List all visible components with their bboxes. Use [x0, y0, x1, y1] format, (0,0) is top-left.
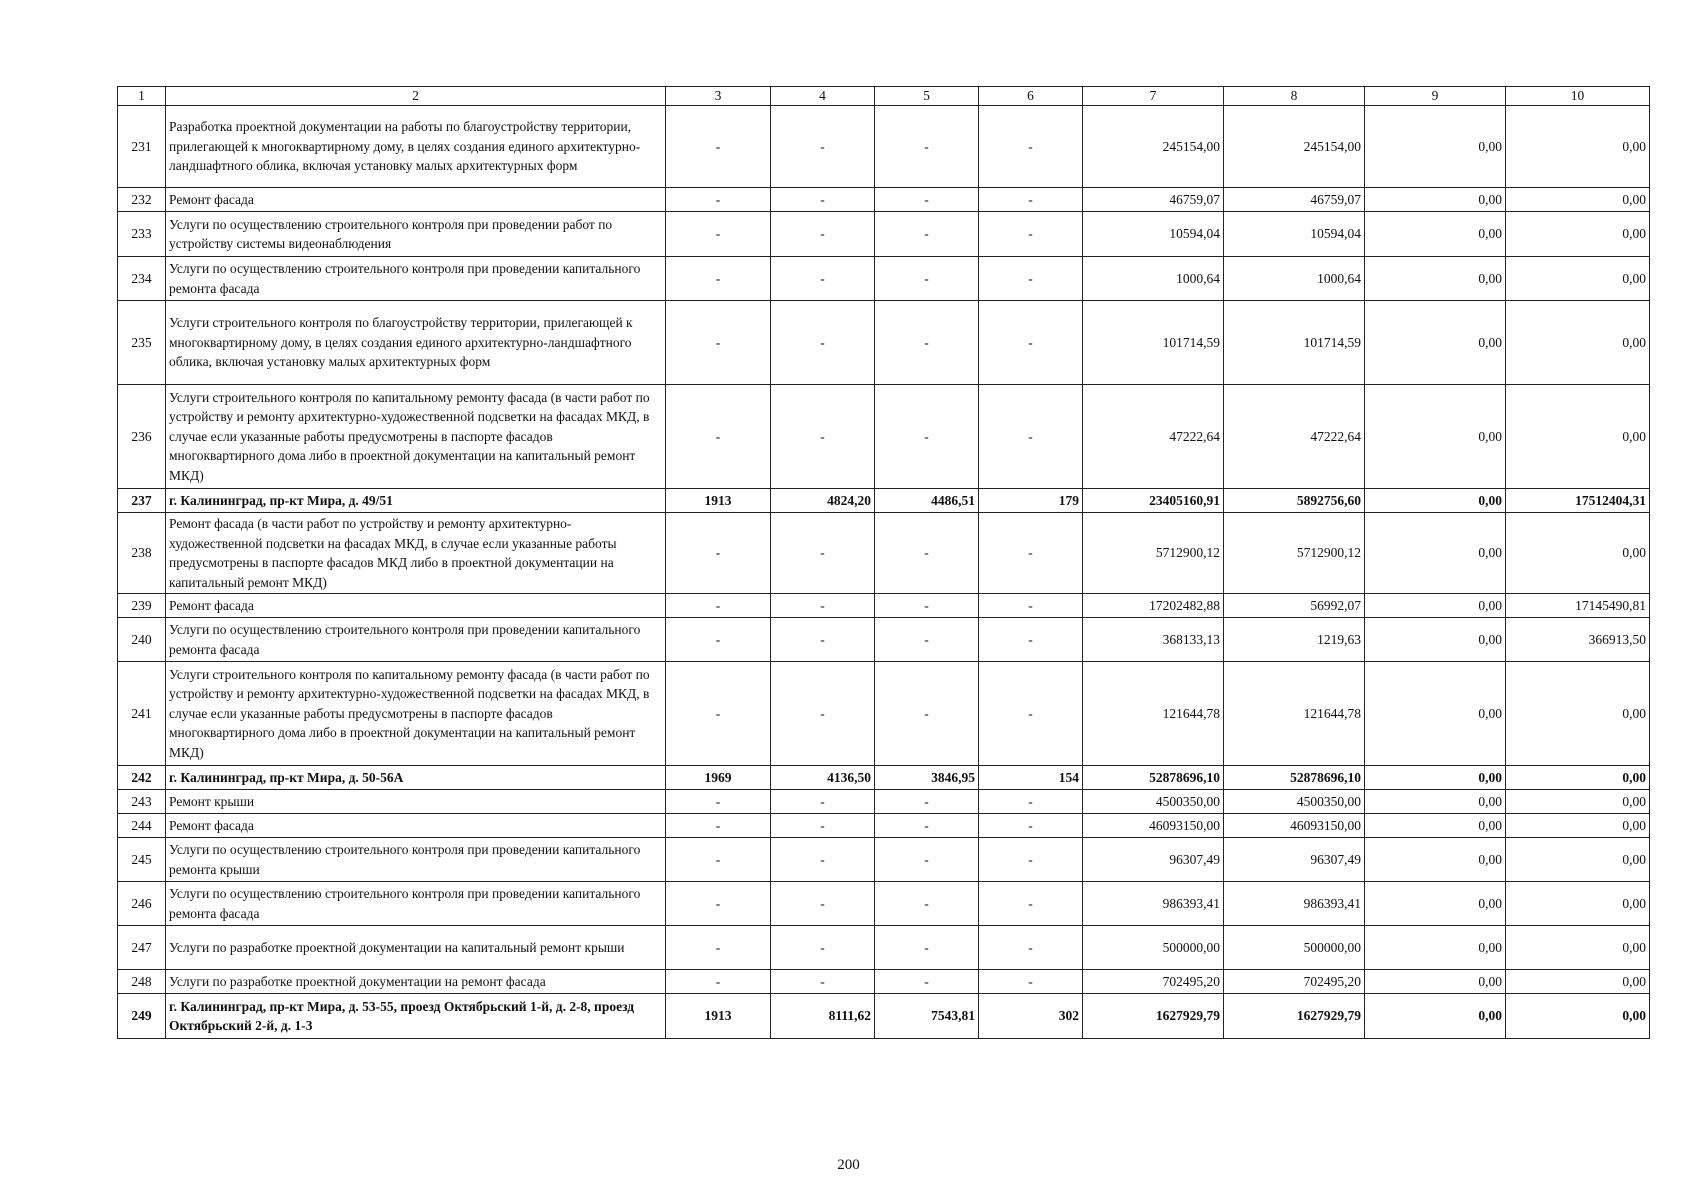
cell-residents: -	[979, 188, 1083, 212]
cell-cost-fund: 500000,00	[1224, 926, 1365, 970]
cell-cost-total: 17202482,88	[1083, 594, 1224, 618]
cell-area-total: -	[771, 814, 875, 838]
cell-cost-fund: 101714,59	[1224, 301, 1365, 385]
cell-year: -	[666, 838, 771, 882]
cell-area-total: -	[771, 790, 875, 814]
cell-cost-budget: 0,00	[1365, 662, 1506, 766]
cell-cost-total: 47222,64	[1083, 385, 1224, 489]
cell-cost-fund: 121644,78	[1224, 662, 1365, 766]
cell-year: -	[666, 188, 771, 212]
header-cell: 10	[1506, 87, 1650, 106]
cell-year: -	[666, 926, 771, 970]
table-row	[118, 814, 1650, 838]
cell-area-total: -	[771, 513, 875, 594]
row-number: 235	[118, 301, 166, 385]
cell-cost-fund: 56992,07	[1224, 594, 1365, 618]
row-description: Услуги строительного контроля по капитальному ремонту фасада (в части работ по устройству и ремонту архитектурно-художественной подсветки на фасадах МКД, в случае если указанные работы предусмотрены в паспорте фасадов многоквартирного дома либо в проектной документации на капитальный ремонт МКД)	[166, 662, 666, 766]
cell-residents: -	[979, 662, 1083, 766]
cell-cost-owners: 17145490,81	[1506, 594, 1650, 618]
cell-residents: -	[979, 513, 1083, 594]
cell-year: -	[666, 662, 771, 766]
header-cell: 3	[666, 87, 771, 106]
cell-cost-owners: 0,00	[1506, 838, 1650, 882]
cell-year: -	[666, 970, 771, 994]
row-number: 232	[118, 188, 166, 212]
cell-cost-total: 46093150,00	[1083, 814, 1224, 838]
cell-year: 1969	[666, 766, 771, 790]
table-row	[118, 790, 1650, 814]
cell-cost-budget: 0,00	[1365, 385, 1506, 489]
row-number: 246	[118, 882, 166, 926]
cell-cost-fund: 1000,64	[1224, 257, 1365, 301]
row-number: 233	[118, 212, 166, 257]
cell-year: 1913	[666, 994, 771, 1039]
row-description: Разработка проектной документации на работы по благоустройству территории, прилегающей к многоквартирному дому, в целях создания единого архитектурно-ландшафтного облика, включая установку малых архитектурных форм	[166, 106, 666, 188]
cell-residents: -	[979, 257, 1083, 301]
cell-cost-owners: 0,00	[1506, 106, 1650, 188]
cell-area-living: -	[875, 385, 979, 489]
cell-area-living: -	[875, 257, 979, 301]
cell-cost-total: 52878696,10	[1083, 766, 1224, 790]
cell-area-living: -	[875, 882, 979, 926]
cell-cost-budget: 0,00	[1365, 790, 1506, 814]
cell-cost-total: 96307,49	[1083, 838, 1224, 882]
header-cell: 9	[1365, 87, 1506, 106]
cell-cost-owners: 0,00	[1506, 385, 1650, 489]
cell-cost-total: 986393,41	[1083, 882, 1224, 926]
header-cell: 1	[118, 87, 166, 106]
cell-area-total: -	[771, 301, 875, 385]
cell-cost-fund: 52878696,10	[1224, 766, 1365, 790]
cell-cost-owners: 0,00	[1506, 662, 1650, 766]
table-row	[118, 766, 1650, 790]
table-body	[118, 87, 1650, 1039]
table-row	[118, 212, 1650, 257]
cell-area-living: 3846,95	[875, 766, 979, 790]
header-cell: 5	[875, 87, 979, 106]
cell-area-living: -	[875, 188, 979, 212]
cell-cost-fund: 4500350,00	[1224, 790, 1365, 814]
row-number: 244	[118, 814, 166, 838]
header-cell: 4	[771, 87, 875, 106]
row-number: 243	[118, 790, 166, 814]
cell-cost-total: 101714,59	[1083, 301, 1224, 385]
cell-year: 1913	[666, 489, 771, 513]
cell-year: -	[666, 594, 771, 618]
cell-residents: -	[979, 970, 1083, 994]
cell-cost-total: 23405160,91	[1083, 489, 1224, 513]
row-number: 247	[118, 926, 166, 970]
cell-cost-budget: 0,00	[1365, 489, 1506, 513]
page-number: 200	[837, 1157, 860, 1173]
row-description: Ремонт фасада (в части работ по устройству и ремонту архитектурно-художественной подсветки на фасадах МКД, в случае если указанные работы предусмотрены в паспорте фасадов МКД либо в проектной документации на капитальный ремонт МКД)	[166, 513, 666, 594]
table-row	[118, 106, 1650, 188]
table-row	[118, 513, 1650, 594]
row-number: 240	[118, 618, 166, 662]
cell-area-total: -	[771, 662, 875, 766]
header-cell: 8	[1224, 87, 1365, 106]
cell-area-total: 8111,62	[771, 994, 875, 1039]
cell-area-living: -	[875, 212, 979, 257]
cell-year: -	[666, 790, 771, 814]
cell-cost-fund: 702495,20	[1224, 970, 1365, 994]
table-row	[118, 970, 1650, 994]
cell-cost-total: 1000,64	[1083, 257, 1224, 301]
cell-residents: -	[979, 301, 1083, 385]
row-description: Услуги по осуществлению строительного контроля при проведении капитального ремонта фасада	[166, 882, 666, 926]
table-row	[118, 994, 1650, 1039]
row-number: 248	[118, 970, 166, 994]
row-description: Ремонт крыши	[166, 790, 666, 814]
row-description: Услуги строительного контроля по благоустройству территории, прилегающей к многоквартирному дому, в целях создания единого архитектурно-ландшафтного облика, включая установку малых архитектурных форм	[166, 301, 666, 385]
cell-residents: -	[979, 212, 1083, 257]
cell-cost-budget: 0,00	[1365, 994, 1506, 1039]
cell-area-total: 4136,50	[771, 766, 875, 790]
cell-residents: 302	[979, 994, 1083, 1039]
cell-cost-budget: 0,00	[1365, 766, 1506, 790]
cell-cost-budget: 0,00	[1365, 814, 1506, 838]
cell-residents: -	[979, 618, 1083, 662]
cell-cost-total: 245154,00	[1083, 106, 1224, 188]
cell-cost-owners: 0,00	[1506, 766, 1650, 790]
cell-cost-total: 5712900,12	[1083, 513, 1224, 594]
cell-cost-budget: 0,00	[1365, 212, 1506, 257]
cell-year: -	[666, 106, 771, 188]
cell-cost-fund: 46759,07	[1224, 188, 1365, 212]
row-description: г. Калининград, пр-кт Мира, д. 50-56А	[166, 766, 666, 790]
cell-area-total: -	[771, 970, 875, 994]
cell-area-living: -	[875, 618, 979, 662]
cell-cost-owners: 366913,50	[1506, 618, 1650, 662]
cell-area-total: -	[771, 257, 875, 301]
cell-cost-fund: 5892756,60	[1224, 489, 1365, 513]
cell-cost-fund: 47222,64	[1224, 385, 1365, 489]
row-description: Ремонт фасада	[166, 188, 666, 212]
cell-cost-budget: 0,00	[1365, 301, 1506, 385]
cell-area-living: -	[875, 838, 979, 882]
row-number: 242	[118, 766, 166, 790]
header-cell: 2	[166, 87, 666, 106]
column-number-header	[118, 87, 1650, 106]
cell-year: -	[666, 814, 771, 838]
cell-area-total: -	[771, 838, 875, 882]
cell-cost-budget: 0,00	[1365, 882, 1506, 926]
cell-cost-total: 702495,20	[1083, 970, 1224, 994]
cell-area-total: -	[771, 926, 875, 970]
cell-cost-budget: 0,00	[1365, 188, 1506, 212]
cell-year: -	[666, 301, 771, 385]
cell-cost-fund: 1627929,79	[1224, 994, 1365, 1039]
cell-residents: -	[979, 385, 1083, 489]
cell-cost-total: 121644,78	[1083, 662, 1224, 766]
cell-residents: -	[979, 838, 1083, 882]
table-row	[118, 618, 1650, 662]
row-description: Услуги строительного контроля по капитальному ремонту фасада (в части работ по устройству и ремонту архитектурно-художественной подсветки на фасадах МКД, в случае если указанные работы предусмотрены в паспорте фасадов многоквартирного дома либо в проектной документации на капитальный ремонт МКД)	[166, 385, 666, 489]
table-row	[118, 594, 1650, 618]
cell-year: -	[666, 513, 771, 594]
row-number: 239	[118, 594, 166, 618]
row-description: Услуги по осуществлению строительного контроля при проведении работ по устройству системы видеонаблюдения	[166, 212, 666, 257]
row-number: 245	[118, 838, 166, 882]
cell-cost-total: 10594,04	[1083, 212, 1224, 257]
cell-area-living: -	[875, 513, 979, 594]
cell-cost-fund: 5712900,12	[1224, 513, 1365, 594]
row-description: Услуги по осуществлению строительного контроля при проведении капитального ремонта фасада	[166, 257, 666, 301]
row-number: 249	[118, 994, 166, 1039]
table-row	[118, 662, 1650, 766]
cell-area-total: -	[771, 882, 875, 926]
row-description: Услуги по осуществлению строительного контроля при проведении капитального ремонта крыши	[166, 838, 666, 882]
cell-cost-budget: 0,00	[1365, 106, 1506, 188]
row-number: 237	[118, 489, 166, 513]
row-number: 231	[118, 106, 166, 188]
cell-cost-owners: 0,00	[1506, 882, 1650, 926]
cell-area-living: -	[875, 970, 979, 994]
cell-area-living: -	[875, 662, 979, 766]
cell-cost-fund: 10594,04	[1224, 212, 1365, 257]
table-row	[118, 188, 1650, 212]
row-description: Ремонт фасада	[166, 594, 666, 618]
cell-cost-budget: 0,00	[1365, 970, 1506, 994]
cell-cost-total: 500000,00	[1083, 926, 1224, 970]
cell-year: -	[666, 257, 771, 301]
cell-residents: -	[979, 790, 1083, 814]
row-number: 241	[118, 662, 166, 766]
row-description: г. Калининград, пр-кт Мира, д. 53-55, проезд Октябрьский 1-й, д. 2-8, проезд Октябрьский 2-й, д. 1-3	[166, 994, 666, 1039]
cell-cost-owners: 0,00	[1506, 970, 1650, 994]
cell-area-living: -	[875, 790, 979, 814]
cell-area-total: -	[771, 594, 875, 618]
cell-area-total: -	[771, 212, 875, 257]
cell-cost-owners: 0,00	[1506, 513, 1650, 594]
table-row	[118, 882, 1650, 926]
cell-residents: -	[979, 106, 1083, 188]
cell-year: -	[666, 618, 771, 662]
cell-cost-fund: 986393,41	[1224, 882, 1365, 926]
cell-cost-owners: 0,00	[1506, 188, 1650, 212]
cell-cost-budget: 0,00	[1365, 838, 1506, 882]
cell-area-living: -	[875, 301, 979, 385]
cell-cost-fund: 1219,63	[1224, 618, 1365, 662]
cell-cost-owners: 0,00	[1506, 790, 1650, 814]
row-description: Услуги по разработке проектной документации на ремонт фасада	[166, 970, 666, 994]
cell-residents: -	[979, 882, 1083, 926]
table-row	[118, 385, 1650, 489]
cell-area-total: 4824,20	[771, 489, 875, 513]
cell-residents: -	[979, 594, 1083, 618]
row-number: 238	[118, 513, 166, 594]
cell-cost-budget: 0,00	[1365, 926, 1506, 970]
cell-residents: 154	[979, 766, 1083, 790]
header-cell: 6	[979, 87, 1083, 106]
row-number: 236	[118, 385, 166, 489]
cell-area-living: -	[875, 106, 979, 188]
cell-area-living: 4486,51	[875, 489, 979, 513]
cell-cost-budget: 0,00	[1365, 618, 1506, 662]
row-description: г. Калининград, пр-кт Мира, д. 49/51	[166, 489, 666, 513]
row-description: Услуги по осуществлению строительного контроля при проведении капитального ремонта фасада	[166, 618, 666, 662]
table-row	[118, 257, 1650, 301]
cell-cost-total: 4500350,00	[1083, 790, 1224, 814]
cell-cost-owners: 17512404,31	[1506, 489, 1650, 513]
cell-year: -	[666, 385, 771, 489]
cell-area-living: -	[875, 926, 979, 970]
cell-cost-budget: 0,00	[1365, 257, 1506, 301]
table-row	[118, 489, 1650, 513]
cell-cost-owners: 0,00	[1506, 926, 1650, 970]
row-description: Услуги по разработке проектной документации на капитальный ремонт крыши	[166, 926, 666, 970]
cell-cost-budget: 0,00	[1365, 513, 1506, 594]
cell-cost-owners: 0,00	[1506, 257, 1650, 301]
table-row	[118, 301, 1650, 385]
cell-year: -	[666, 882, 771, 926]
cell-area-living: 7543,81	[875, 994, 979, 1039]
cell-area-total: -	[771, 385, 875, 489]
header-cell: 7	[1083, 87, 1224, 106]
table-row	[118, 838, 1650, 882]
cell-residents: -	[979, 814, 1083, 838]
cell-cost-total: 1627929,79	[1083, 994, 1224, 1039]
cell-cost-total: 368133,13	[1083, 618, 1224, 662]
cell-cost-owners: 0,00	[1506, 814, 1650, 838]
row-description: Ремонт фасада	[166, 814, 666, 838]
cell-cost-total: 46759,07	[1083, 188, 1224, 212]
cell-residents: 179	[979, 489, 1083, 513]
cell-cost-fund: 245154,00	[1224, 106, 1365, 188]
table-row	[118, 926, 1650, 970]
cell-area-total: -	[771, 618, 875, 662]
cell-area-living: -	[875, 594, 979, 618]
cell-cost-fund: 96307,49	[1224, 838, 1365, 882]
cell-year: -	[666, 212, 771, 257]
cell-cost-owners: 0,00	[1506, 212, 1650, 257]
cell-cost-budget: 0,00	[1365, 594, 1506, 618]
row-number: 234	[118, 257, 166, 301]
cell-cost-owners: 0,00	[1506, 994, 1650, 1039]
cell-cost-owners: 0,00	[1506, 301, 1650, 385]
cell-area-total: -	[771, 188, 875, 212]
cell-residents: -	[979, 926, 1083, 970]
cell-area-living: -	[875, 814, 979, 838]
budget-table	[117, 86, 1650, 1039]
cell-cost-fund: 46093150,00	[1224, 814, 1365, 838]
cell-area-total: -	[771, 106, 875, 188]
